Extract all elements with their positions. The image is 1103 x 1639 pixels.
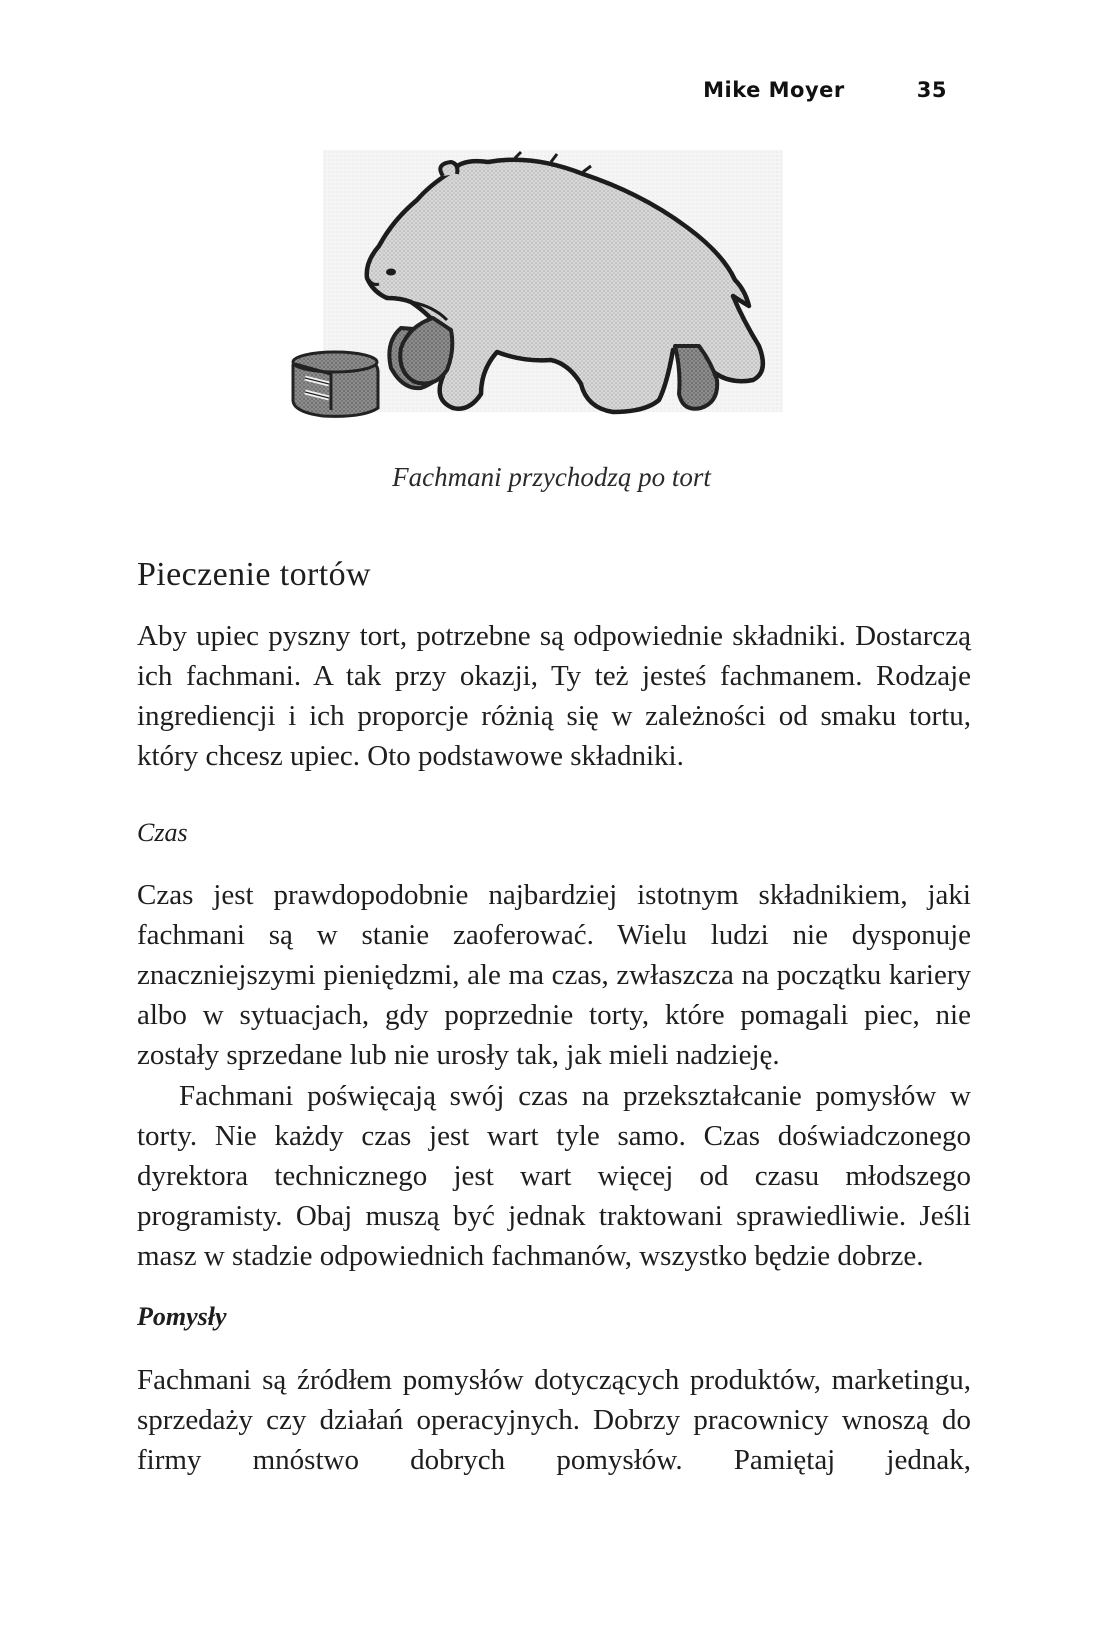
figure-caption: Fachmani przychodzą po tort	[392, 462, 711, 492]
subsection-title-pomysly: Pomysły	[137, 1302, 227, 1331]
running-header	[703, 78, 947, 102]
subsection-title-czas: Czas	[137, 818, 188, 847]
cake-icon	[293, 352, 378, 416]
czas-paragraph-2: Fachmani poświęcają swój czas na przekształcanie pomysłów w torty. Nie każdy czas jest wart tyle samo. Czas doświadczonego dyrektora technicznego jest wart więcej od czasu młodszego programisty. Obaj muszą być jednak traktowani sprawiedliwie. Jeśli masz w stadzie odpowiednich fachmanów, wszystko będzie dobrze.	[137, 1080, 971, 1272]
figure-illustration	[283, 150, 823, 450]
czas-paragraph-1: Czas jest prawdopodobnie najbardziej istotnym składnikiem, jaki fachmani są w stanie zaoferować. Wielu ludzi nie dysponuje znaczniejszymi pieniędzmi, ale ma czas, zwłaszcza na początku kariery albo w sytuacjach, gdy poprzednie torty, które pomagali piec, nie zostały sprzedane lub nie urosły tak, jak mieli nadzieję.	[137, 879, 971, 1071]
intro-paragraph: Aby upiec pyszny tort, potrzebne są odpowiednie składniki. Dostarczą ich fachmani. A tak przy okazji, Ty też jesteś fachmanem. Rodzaje ingrediencji i ich proporcje różnią się w zależności od smaku tortu, który chcesz upiec. Oto podstawowe składniki.	[137, 620, 971, 772]
header-author: Mike Moyer	[703, 78, 845, 102]
page-number: 35	[916, 78, 947, 102]
section-title: Pieczenie tortów	[137, 556, 371, 593]
pomysly-paragraph-1: Fachmani są źródłem pomysłów dotyczących produktów, marketingu, sprzedaży czy działań operacyjnych. Dobrzy pracownicy wnoszą do firmy mnóstwo dobrych pomysłów. Pamiętaj jednak,	[137, 1364, 971, 1476]
